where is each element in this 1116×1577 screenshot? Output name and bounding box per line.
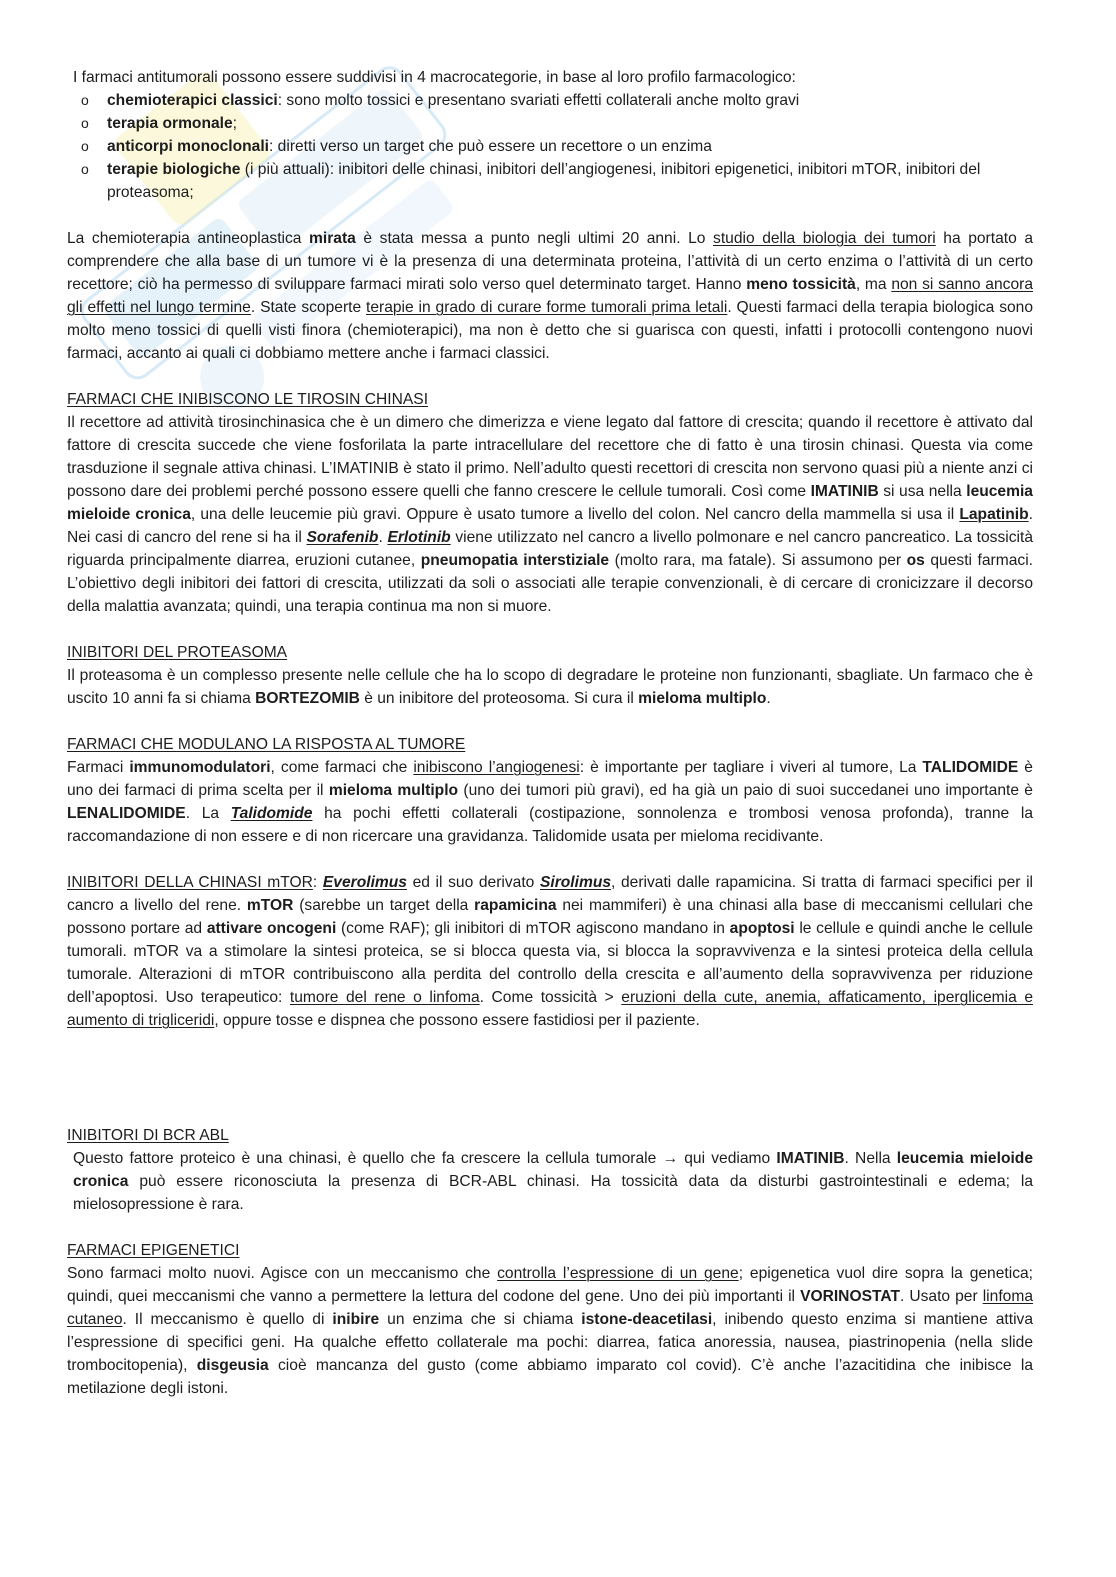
section-heading-proteasome: INIBITORI DEL PROTEASOMA <box>67 644 288 661</box>
section-heading-epigenetic: FARMACI EPIGENETICI <box>67 1242 240 1259</box>
section-heading-mtor: INIBITORI DELLA CHINASI mTOR <box>67 874 313 891</box>
intro-paragraph: I farmaci antitumorali possono essere suddivisi in 4 macrocategorie, in base al loro profilo farmacologico: <box>73 69 796 86</box>
document-body <box>67 66 1033 1400</box>
bcr-abl-paragraph: Questo fattore proteico è una chinasi, è quello che fa crescere la cellula tumorale → qui vediamo IMATINIB. Nella leucemia mieloide cronica può essere riconosciuta la presenza di BCR-ABL chinasi. Ha tossicità data da disturbi gastrointestinali e edema; la mielosopressione è rara. <box>73 1150 1033 1213</box>
list-item: o terapie biologiche (i più attuali): inibitori delle chinasi, inibitori dell’angiogenesi, inibitori epigenetici, inibitori mTOR, inibitori del proteasoma; <box>67 158 1033 204</box>
mtor-paragraph: INIBITORI DELLA CHINASI mTOR: Everolimus ed il suo derivato Sirolimus, derivati dalle rapamicina. Si tratta di farmaci specifici per il cancro a livello del rene. mTOR (sarebbe un target della rapamicina nei mammiferi) è una chinasi alla base di meccanismi cellulari che possono portare ad attivare oncogeni (come RAF); gli inibitori di mTOR agiscono mandano in apoptosi le cellule e quindi anche le cellule tumorali. mTOR va a stimolare la sintesi proteica, se si blocca questa via, si blocca la sopravvivenza e la sintesi proteica della cellula tumorale. Alterazioni di mTOR contribuiscono alla perdita del controllo della crescita e all’aumento della sopravvivenza per riduzione dell’apoptosi. Uso terapeutico: tumore del rene o linfoma. Come tossicità > eruzioni della cute, anemia, affaticamento, iperglicemia e aumento di trigliceridi, oppure tosse e dispnea che possono essere fastidiosi per il paziente. <box>67 874 1034 1029</box>
proteasome-paragraph: Il proteasoma è un complesso presente nelle cellule che ha lo scopo di degradare le proteine non funzionanti, sbagliate. Un farmaco che è uscito 10 anni fa si chiama BORTEZOMIB è un inibitore del proteosoma. Si cura il mieloma multiplo. <box>67 667 1033 707</box>
list-item: o terapia ormonale; <box>67 112 1033 135</box>
category-list <box>67 89 1033 204</box>
list-item: o anticorpi monoclonali: diretti verso un target che può essere un recettore o un enzima <box>67 135 1033 158</box>
section-heading-bcr-abl: INIBITORI DI BCR ABL <box>67 1127 229 1144</box>
section-heading-tyrosine-kinase: FARMACI CHE INIBISCONO LE TIROSIN CHINASI <box>67 391 429 408</box>
targeted-chemo-paragraph: La chemioterapia antineoplastica mirata è stata messa a punto negli ultimi 20 anni. Lo studio della biologia dei tumori ha portato a comprendere che alla base di un tumore vi è la presenza di una determinata proteina, l’attività di un certo enzima o l’attività di un certo recettore; ciò ha permesso di sviluppare farmaci mirati solo verso quel determinato target. Hanno meno tossicità, ma non si sanno ancora gli effetti nel lungo termine. State scoperte terapie in grado di curare forme tumorali prima letali. Questi farmaci della terapia biologica sono molto meno tossici di quelli visti finora (chemioterapici), ma non è detto che si guarisca con questi, infatti i protocolli contengono nuovi farmaci, accanto ai quali ci dobbiamo mettere anche i farmaci classici. <box>67 230 1034 362</box>
section-heading-tumor-response: FARMACI CHE MODULANO LA RISPOSTA AL TUMORE <box>67 736 466 753</box>
epigenetic-paragraph: Sono farmaci molto nuovi. Agisce con un meccanismo che controlla l’espressione di un gene; epigenetica vuol dire sopra la genetica; quindi, quei meccanismi che vanno a permettere la lettura del codone del gene. Uno dei più importanti il VORINOSTAT. Usato per linfoma cutaneo. Il meccanismo è quello di inibire un enzima che si chiama istone-deacetilasi, inibendo questo enzima si mantiene attiva l’espressione di specifici geni. Ha qualche effetto collaterale ma pochi: diarrea, fatica anoressia, nausea, piastrinopenia (nella slide trombocitopenia), disgeusia cioè mancanza del gusto (come abbiamo imparato col covid). C’è anche l’azacitidina che inibisce la metilazione degli istoni. <box>67 1265 1034 1397</box>
tyrosine-kinase-paragraph: Il recettore ad attività tirosinchinasica che è un dimero che dimerizza e viene legato dal fattore di crescita; quando il recettore è attivato dal fattore di crescita succede che viene fosforilata la parte intracellulare del recettore che di fatto è una tirosin chinasi. Questa via come trasduzione il segnale attiva chinasi. L’IMATINIB è stato il primo. Nell’adulto questi recettori di crescita non servono quasi più a niente anzi ci possono dare dei problemi perché possono essere quelli che fanno crescere le cellule tumorali. Così come IMATINIB si usa nella leucemia mieloide cronica, una delle leucemie più gravi. Oppure è usato tumore a livello del colon. Nel cancro della mammella si usa il Lapatinib. Nei casi di cancro del rene si ha il Sorafenib. Erlotinib viene utilizzato nel cancro a livello polmonare e nel cancro pancreatico. La tossicità riguarda principalmente diarrea, eruzioni cutanee, pneumopatia interstiziale (molto rara, ma fatale). Si assumono per os questi farmaci. L’obiettivo degli inibitori dei fattori di crescita, utilizzati da soli o associati alle terapie convenzionali, è di cercare di cronicizzare il decorso della malattia avanzata; quindi, una terapia continua ma non si muore. <box>67 414 1034 615</box>
list-item: o chemioterapici classici: sono molto tossici e presentano svariati effetti collaterali anche molto gravi <box>67 89 1033 112</box>
tumor-response-paragraph: Farmaci immunomodulatori, come farmaci che inibiscono l’angiogenesi: è importante per tagliare i viveri al tumore, La TALIDOMIDE è uno dei farmaci di prima scelta per il mieloma multiplo (uno dei tumori più gravi), ed ha già un paio di suoi succedanei uno importante è LENALIDOMIDE. La Talidomide ha pochi effetti collaterali (costipazione, sonnolenza e trombosi venosa profonda), tranne la raccomandazione di non essere e di non ricercare una gravidanza. Talidomide usata per mieloma recidivante. <box>67 759 1034 845</box>
